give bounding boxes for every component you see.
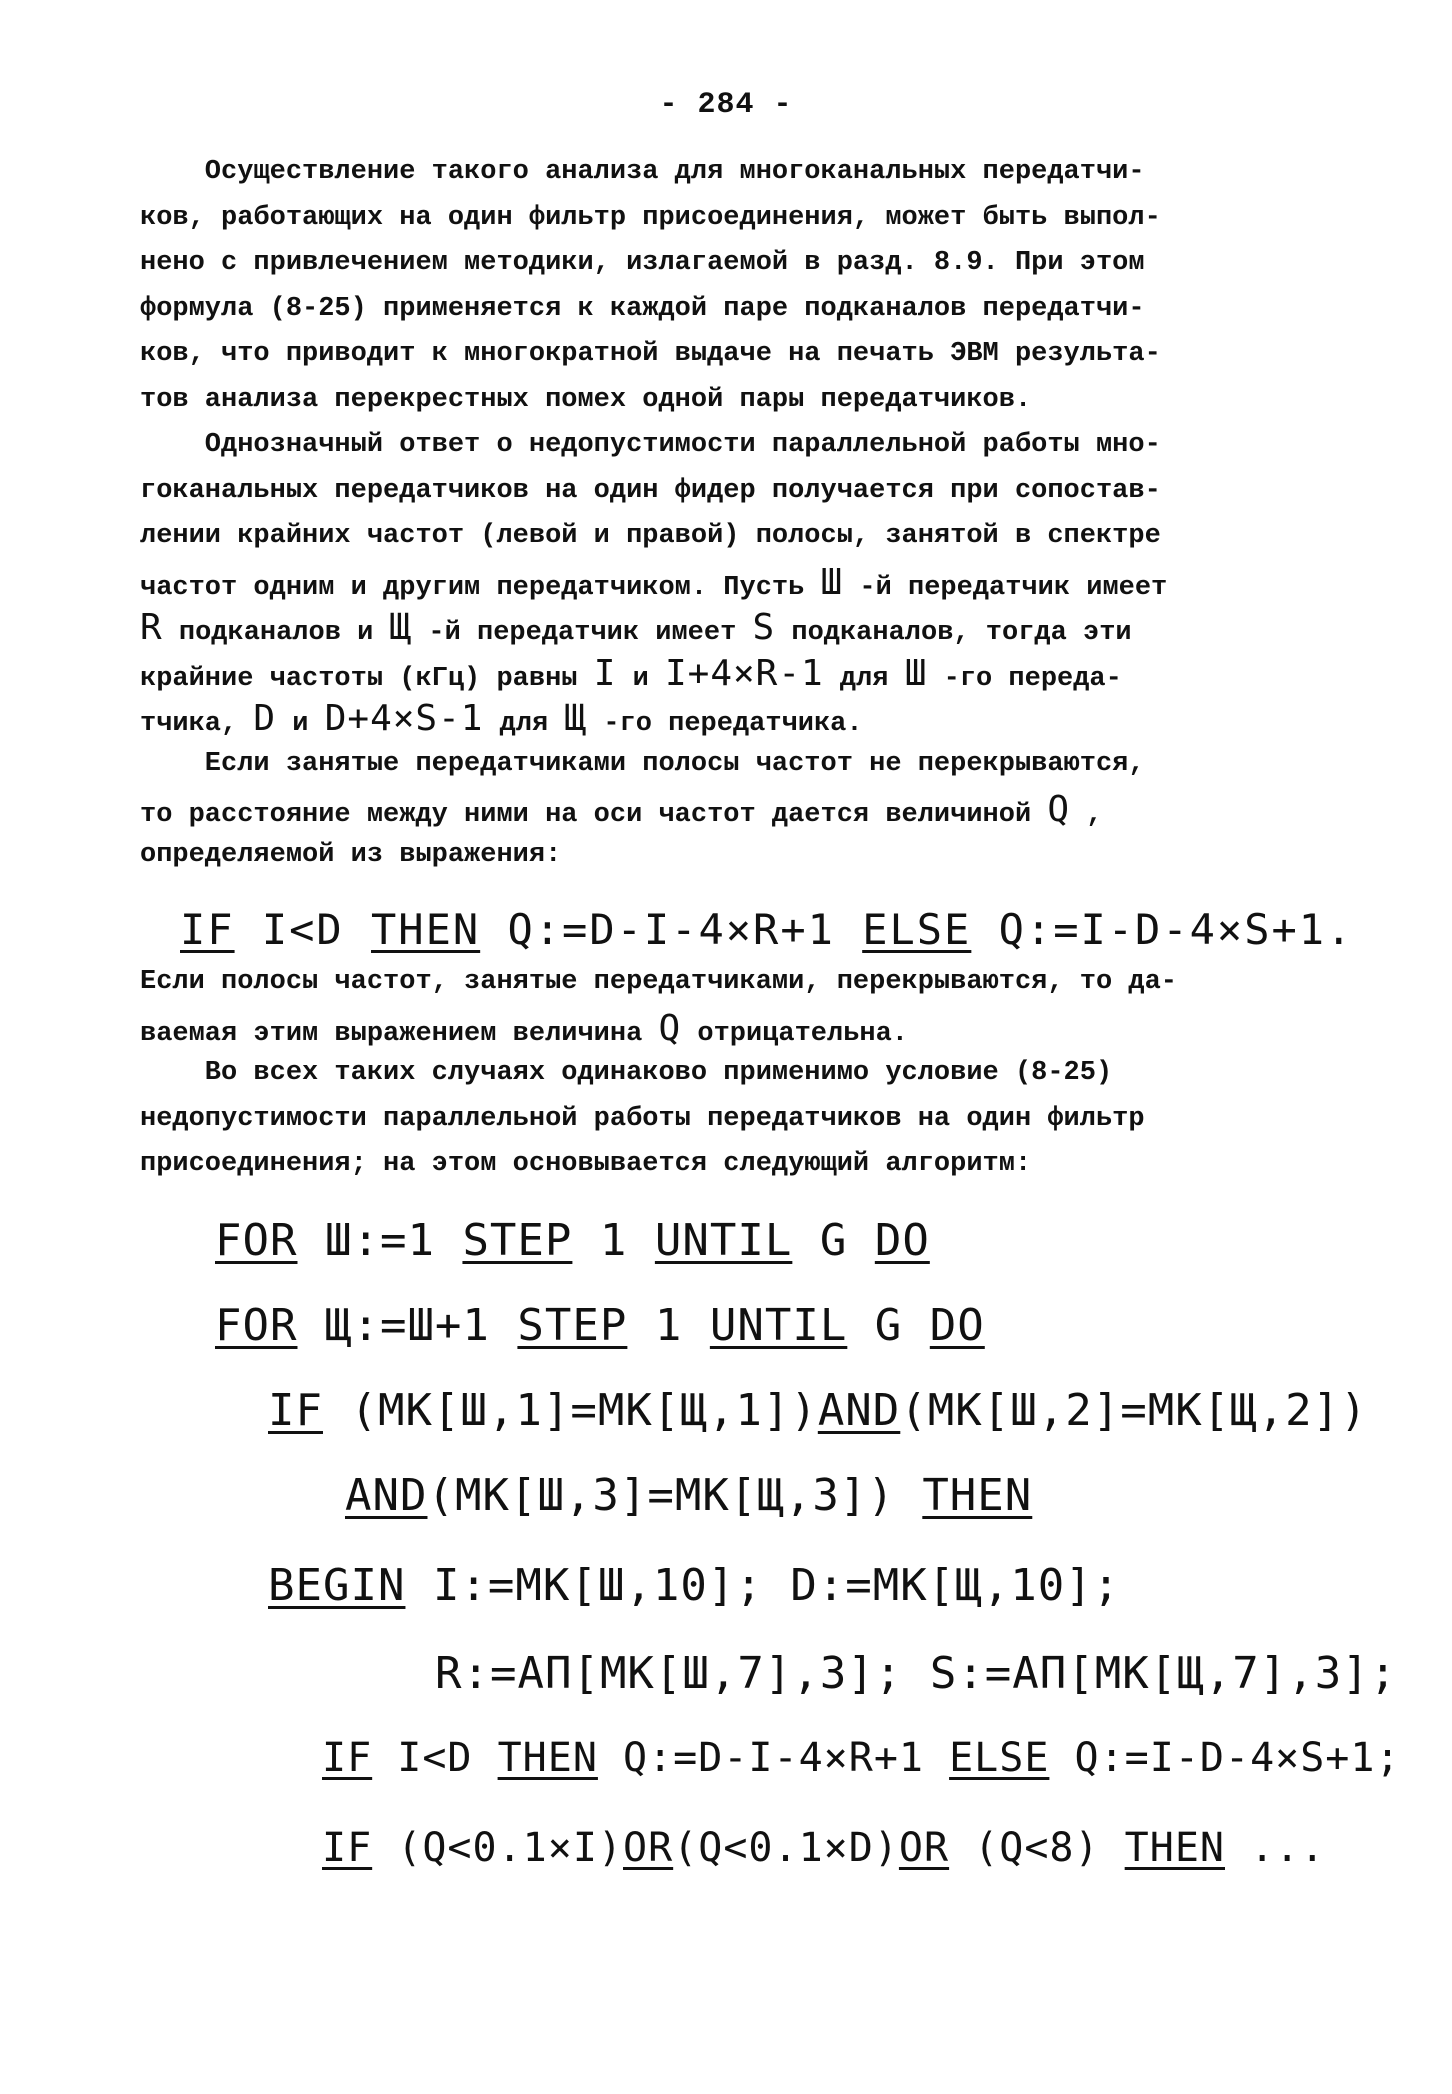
text-fragment: и [276,709,325,739]
keyword-then: THEN [1124,1825,1225,1871]
paragraph-line: Если занятые передатчиками полосы частот не перекрываются, [140,748,1145,779]
code-text: (Q<0.1×D) [673,1825,899,1871]
paragraph-line: нено с привлечением методики, излагаемой в разд. 8.9. При этом [140,248,1145,278]
paragraph-line: Во всех таких случаях одинаково применимо условие (8-25) [140,1058,1113,1088]
handwritten-symbol: Ш [904,652,928,694]
paragraph-line [140,787,1330,833]
text-fragment: -й передатчик имеет [843,572,1168,603]
handwritten-symbol: Щ [564,698,588,739]
keyword-for: FOR [215,1215,298,1266]
text-fragment: и [616,663,665,694]
text-fragment: подканалов, тогда эти [775,618,1132,648]
text-fragment: для [483,709,565,739]
page-number: - 284 - [659,88,793,122]
code-line [345,1470,1032,1521]
text-fragment: отрицательна. [681,1018,909,1049]
keyword-begin: BEGIN [268,1560,406,1611]
text-fragment: тчика, [140,709,254,739]
code-text: (MK[Ш,3]=MK[Щ,3]) [427,1470,923,1521]
keyword-then: THEN [371,905,481,954]
code-text: I<D [372,1735,498,1781]
paragraph-line: лении крайних частот (левой и правой) полосы, занятой в спектре [140,521,1161,551]
text-fragment: подканалов и [162,618,390,648]
paragraph-line: ков, что приводит к многократной выдаче на печать ЭВМ результа- [140,339,1161,369]
text-fragment: крайние частоты (кГц) равны [140,663,594,694]
code-text: I:=MK[Ш,10]; D:=MK[Щ,10]; [405,1560,1121,1611]
formula-text: Q:=D-I-4×R+1 [480,905,863,954]
keyword-step: STEP [517,1300,628,1351]
paragraph-line [140,605,1330,651]
keyword-if: IF [268,1385,323,1436]
formula-text: Q:=I-D-4×S+1. [971,905,1354,954]
keyword-until: UNTIL [654,1215,793,1266]
keyword-if: IF [322,1825,373,1871]
code-line [322,1825,1325,1871]
text-fragment: то расстояние между ними на оси частот дается величиной [140,800,1048,830]
code-text: Q:=D-I-4×R+1 [597,1735,950,1781]
handwritten-expression: I+4×R-1 [664,652,824,694]
keyword-do: DO [929,1300,985,1351]
formula-expression [180,905,1353,954]
code-text: (MK[Ш,1]=MK[Щ,1]) [322,1385,818,1436]
code-text: (Q<8) [949,1825,1125,1871]
text-fragment: ваемая этим выражением величина [140,1018,659,1049]
keyword-until: UNTIL [709,1300,848,1351]
code-text: Ш:=1 [297,1215,463,1266]
paragraph-line [140,1006,1330,1052]
text-fragment: , [1070,800,1103,830]
code-text: R:=АП[MK[Ш,7],3]; S:=АП[MK[Щ,7],3]; [435,1648,1398,1699]
paragraph-line: ков, работающих на один фильтр присоединения, может быть выпол- [140,202,1161,233]
paragraph-line: определяемой из выражения: [140,839,562,870]
code-text: G [792,1215,875,1266]
code-line [268,1560,1120,1611]
code-line [215,1300,985,1351]
handwritten-symbol: Q [1047,789,1071,830]
text-fragment: -й передатчик имеет [412,618,753,648]
code-line [268,1385,1368,1436]
keyword-step: STEP [462,1215,573,1266]
handwritten-expression: D+4×S-1 [324,698,484,739]
handwritten-symbol: Ш [820,561,844,603]
paragraph-line: гоканальных передатчиков на один фидер получается при сопостав- [140,475,1161,506]
keyword-and: AND [817,1385,901,1436]
text-fragment: -го переда- [927,663,1122,694]
handwritten-symbol: R [140,607,163,648]
handwritten-symbol: D [253,698,277,739]
paragraph-line [140,651,1330,697]
body-text [140,150,1330,1188]
paragraph-line: тов анализа перекрестных помех одной пары передатчиков. [140,384,1032,415]
code-text: (MK[Ш,2]=MK[Щ,2]) [900,1385,1368,1436]
keyword-if: IF [322,1735,373,1781]
paragraph-line [140,560,1330,606]
text-fragment: частот одним и другим передатчиком. Пусть [140,572,821,603]
keyword-or: OR [898,1825,950,1871]
keyword-do: DO [874,1215,930,1266]
keyword-else: ELSE [949,1735,1050,1781]
handwritten-symbol: I [593,652,617,694]
keyword-for: FOR [215,1300,298,1351]
code-line [215,1215,930,1266]
code-line [435,1648,1397,1699]
paragraph-line: недопустимости параллельной работы передатчиков на один фильтр [140,1103,1145,1134]
paragraph-line: присоединения; на этом основывается следующий алгоритм: [140,1149,1032,1179]
text-fragment: -го передатчика. [587,709,863,739]
paragraph-line [140,696,1330,742]
paragraph-line: Если полосы частот, занятые передатчиками, перекрываются, то да- [140,967,1177,997]
keyword-else: ELSE [862,905,972,954]
code-text: ... [1225,1825,1326,1871]
handwritten-symbol: S [752,607,776,648]
keyword-or: OR [623,1825,674,1871]
keyword-then: THEN [922,1470,1033,1521]
keyword-if: IF [180,905,235,954]
code-text: Щ:=Ш+1 [297,1300,518,1351]
paragraph-line: Однозначный ответ о недопустимости параллельной работы мно- [140,430,1161,460]
paragraph-line: Осуществление такого анализа для многоканальных передатчи- [140,157,1145,187]
handwritten-symbol: Щ [389,607,413,648]
code-text: 1 [627,1300,710,1351]
paragraph-line: формула (8-25) применяется к каждой паре подканалов передатчи- [140,293,1145,324]
code-text: 1 [572,1215,655,1266]
keyword-and: AND [345,1470,428,1521]
keyword-then: THEN [497,1735,598,1781]
formula-text: I<D [234,905,372,954]
text-fragment: для [823,663,905,694]
code-text: (Q<0.1×I) [372,1825,623,1871]
handwritten-symbol: Q [658,1007,682,1049]
code-text: G [847,1300,930,1351]
code-line [322,1735,1401,1781]
code-text: Q:=I-D-4×S+1; [1049,1735,1401,1781]
